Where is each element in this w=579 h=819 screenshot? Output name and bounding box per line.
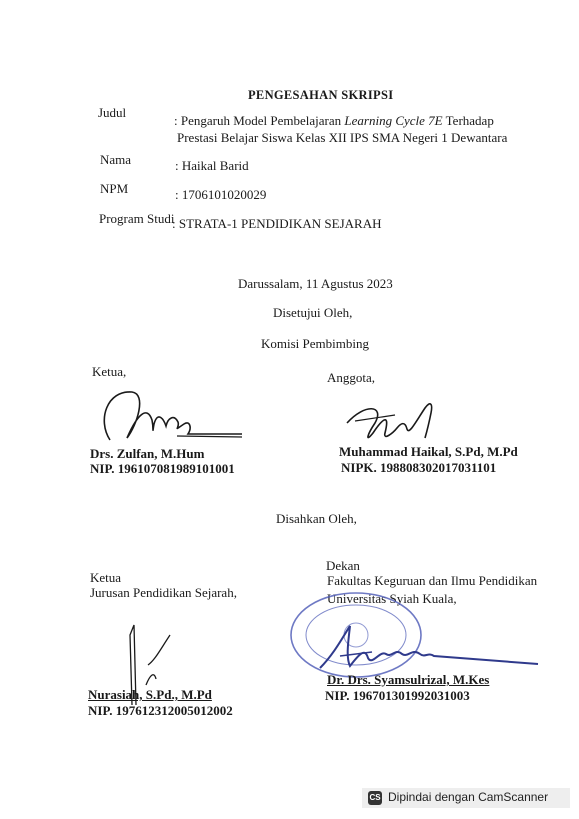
jurusan-nip: NIP. 197612312005012002	[88, 703, 233, 718]
dekan-signature	[310, 618, 540, 678]
anggota-nip: NIPK. 198808302017031101	[341, 460, 497, 475]
jurusan-name: Nurasiah, S.Pd., M.Pd	[88, 687, 212, 702]
jurusan-role-line1: Ketua	[90, 570, 122, 585]
dekan-role-line2: Fakultas Keguruan dan Ilmu Pendidikan	[327, 573, 538, 588]
ketua-role: Ketua,	[92, 364, 127, 379]
nama-label: Nama	[100, 152, 132, 167]
page-title: PENGESAHAN SKRIPSI	[248, 88, 394, 102]
committee-title: Komisi Pembimbing	[261, 336, 369, 351]
npm-value: : 1706101020029	[175, 187, 267, 202]
judul-text-italic: Learning Cycle 7E	[344, 113, 443, 128]
place-date: Darussalam, 11 Agustus 2023	[238, 276, 393, 291]
ketua-signature	[92, 380, 242, 455]
ketua-nip: NIP. 196107081989101001	[90, 461, 235, 476]
anggota-name: Muhammad Haikal, S.Pd, M.Pd	[339, 444, 518, 459]
prodi-label: Program Studi	[99, 211, 175, 226]
camscanner-logo-icon: CS	[368, 791, 382, 805]
camscanner-badge	[362, 788, 570, 808]
dekan-name: Dr. Drs. Syamsulrizal, M.Kes	[327, 672, 490, 687]
approved-by: Disetujui Oleh,	[273, 305, 353, 320]
judul-value	[174, 113, 494, 129]
judul-value-line2: Prestasi Belajar Siswa Kelas XII IPS SMA Negeri 1 Dewantara	[177, 130, 508, 145]
prodi-value: : STRATA-1 PENDIDIKAN SEJARAH	[172, 216, 382, 231]
anggota-role: Anggota,	[327, 370, 376, 385]
ketua-name: Drs. Zulfan, M.Hum	[90, 446, 205, 461]
ratified-by: Disahkan Oleh,	[276, 511, 357, 526]
judul-label: Judul	[98, 105, 127, 120]
dekan-role-line3: Universitas Syiah Kuala,	[327, 591, 457, 606]
judul-text-c: Terhadap	[442, 113, 494, 128]
anggota-signature	[335, 393, 445, 448]
jurusan-role-line2: Jurusan Pendidikan Sejarah,	[90, 585, 237, 600]
camscanner-text: Dipindai dengan CamScanner	[388, 790, 549, 804]
dekan-role-line1: Dekan	[326, 558, 360, 573]
judul-text-a: : Pengaruh Model Pembelajaran	[174, 113, 345, 128]
nama-value: : Haikal Barid	[175, 158, 249, 173]
dekan-nip: NIP. 196701301992031003	[325, 688, 470, 703]
npm-label: NPM	[100, 181, 129, 196]
